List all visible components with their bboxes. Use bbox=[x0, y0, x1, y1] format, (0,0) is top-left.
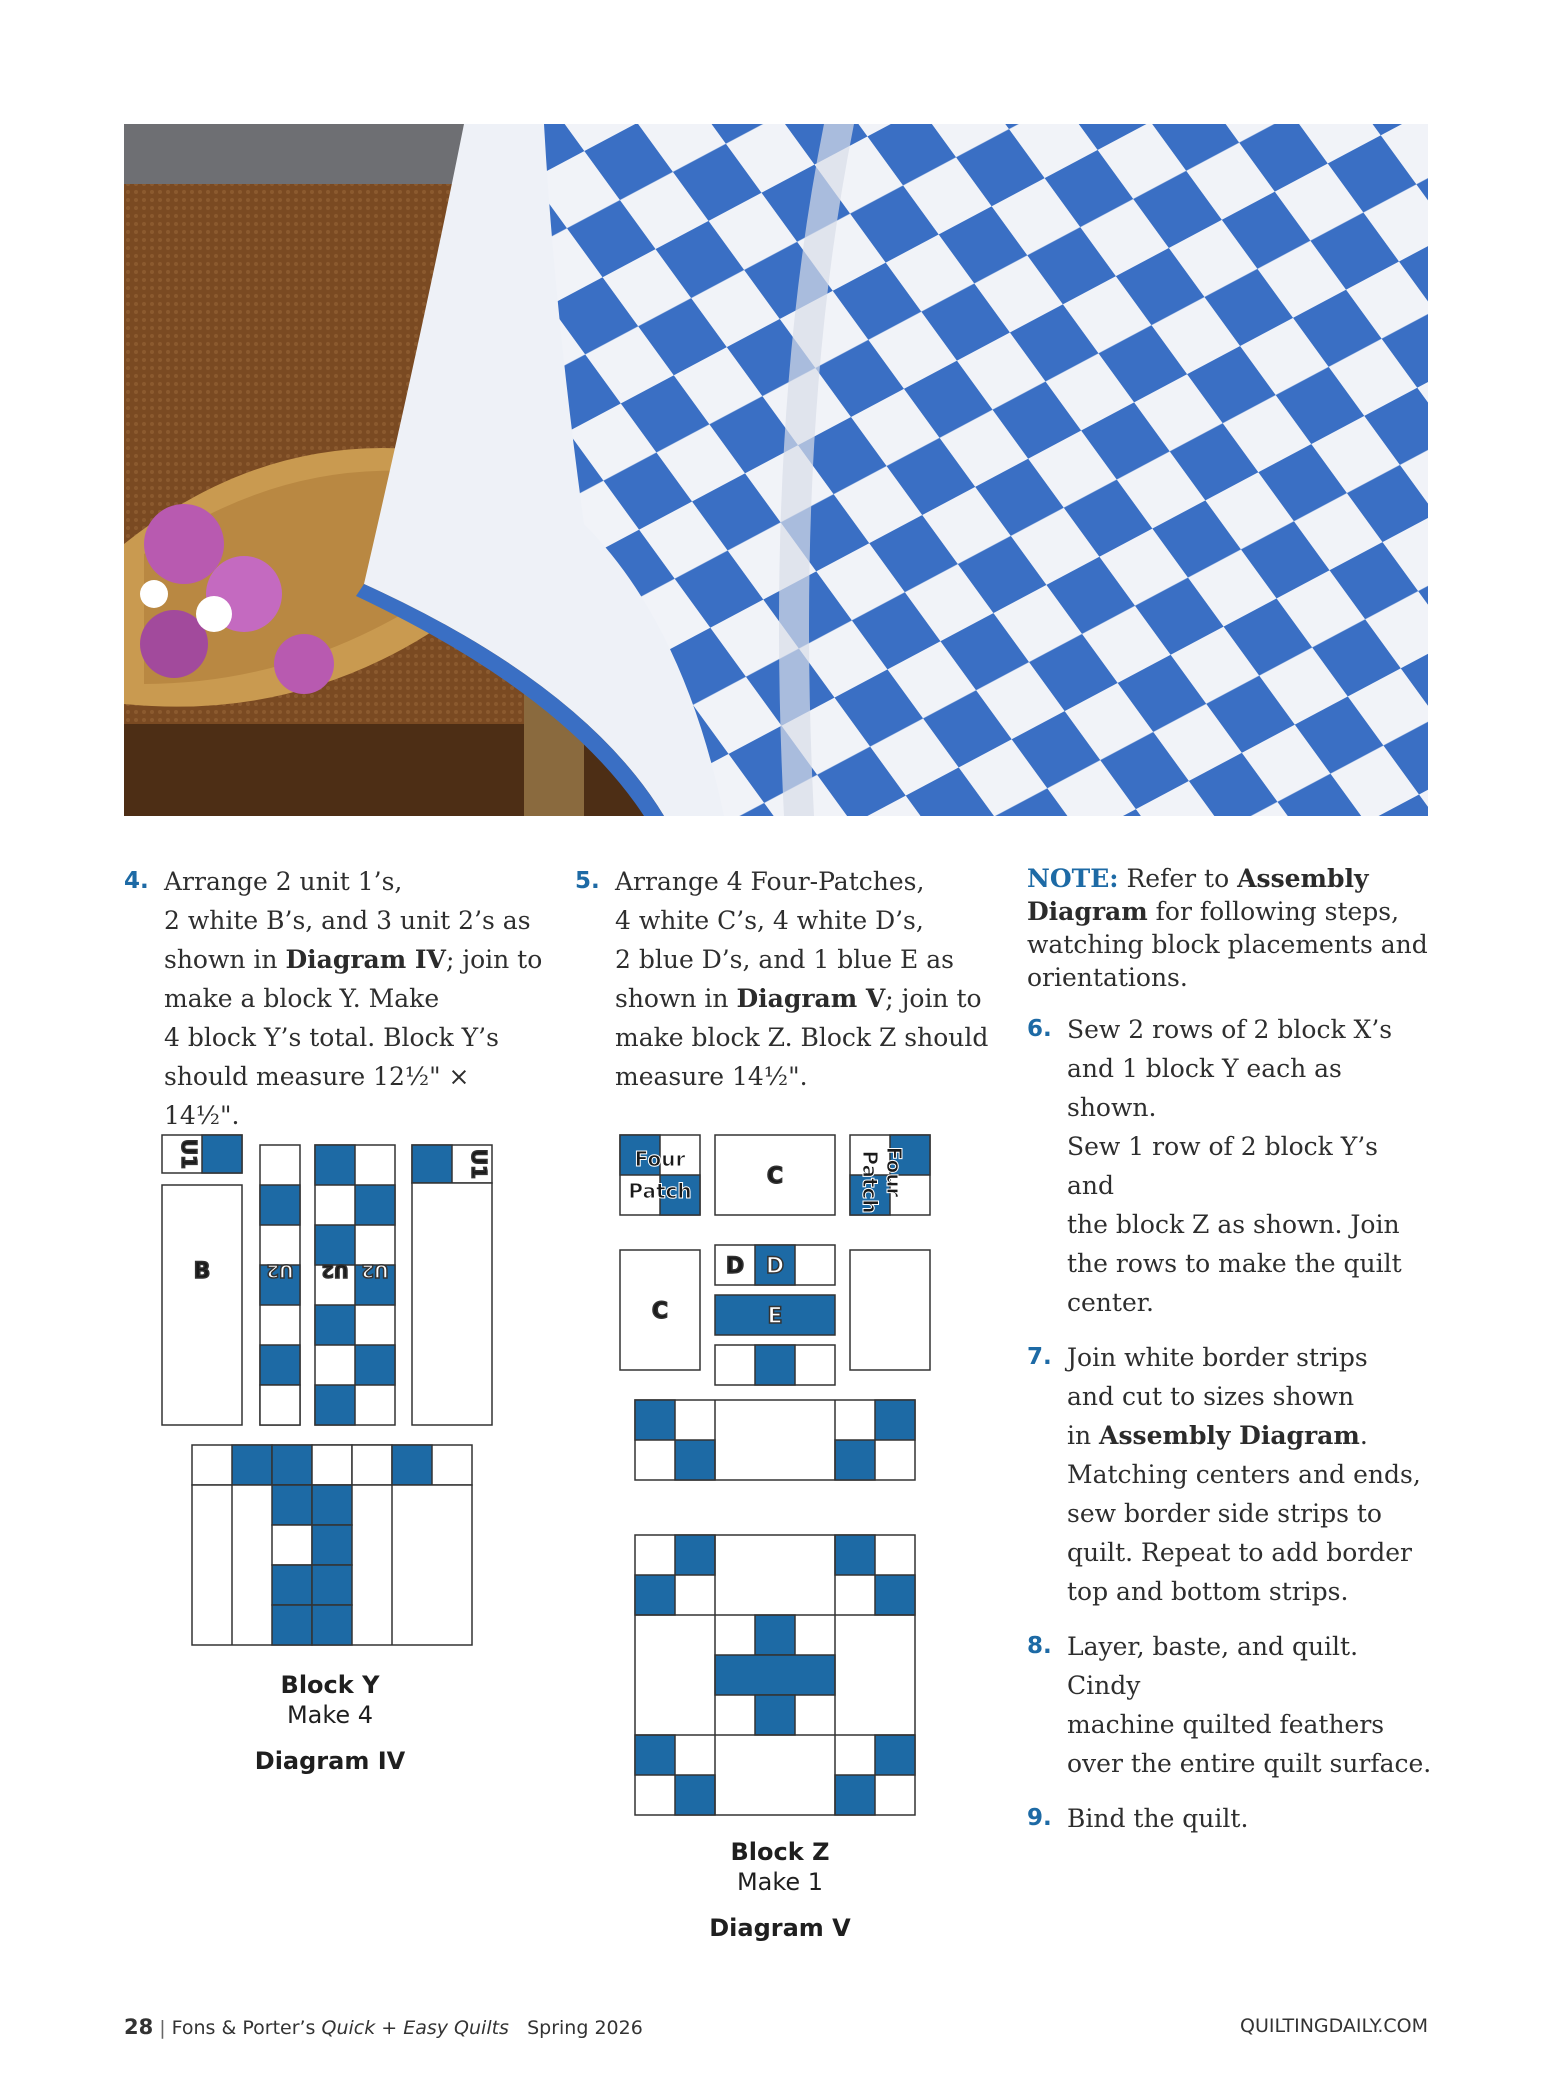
step-text: make a block Y. Make bbox=[164, 984, 440, 1013]
caption-sub: Make 4 bbox=[286, 1701, 374, 1729]
step-text: shown in bbox=[164, 945, 286, 974]
label-u2: U2 bbox=[361, 1260, 389, 1281]
row-strip bbox=[635, 1400, 915, 1480]
block-z-assembled bbox=[635, 1535, 915, 1815]
unit-1-right bbox=[412, 1145, 492, 1183]
note-text: orientations. bbox=[1027, 963, 1188, 992]
publication-title: Quick + Easy Quilts bbox=[321, 2017, 509, 2039]
step-text: the rows to make the quilt bbox=[1067, 1249, 1402, 1278]
step-text: Arrange 2 unit 1’s, bbox=[164, 867, 403, 896]
caption-diagram: Diagram V bbox=[709, 1914, 851, 1942]
caption-title: Block Z bbox=[730, 1838, 830, 1866]
step-text: Sew 1 row of 2 block Y’s and bbox=[1067, 1132, 1378, 1200]
note-label: NOTE: bbox=[1027, 864, 1119, 893]
white-b-right bbox=[412, 1183, 492, 1425]
unit-1-left bbox=[162, 1135, 242, 1173]
step-text: and 1 block Y each as shown. bbox=[1067, 1054, 1342, 1122]
note-text: for following steps, bbox=[1147, 897, 1400, 926]
step-5 bbox=[575, 862, 995, 1096]
note bbox=[1027, 862, 1432, 994]
column-2 bbox=[575, 862, 995, 1112]
column-3 bbox=[1027, 862, 1432, 1854]
step-7 bbox=[1027, 1338, 1432, 1611]
footer-left bbox=[124, 2015, 643, 2039]
step-text: Join white border strips bbox=[1067, 1343, 1368, 1372]
diagram-reference: Assembly Diagram bbox=[1099, 1421, 1360, 1450]
diagram-v bbox=[615, 1130, 945, 1830]
page-number: 28 bbox=[124, 2015, 154, 2039]
step-text: quilt. Repeat to add border bbox=[1067, 1538, 1413, 1567]
step-text: Layer, baste, and quilt. Cindy bbox=[1067, 1632, 1359, 1700]
step-text: top and bottom strips. bbox=[1067, 1577, 1349, 1606]
step-text: measure 14½". bbox=[615, 1062, 808, 1091]
step-text: shown in bbox=[615, 984, 737, 1013]
label-u2: U2 bbox=[266, 1260, 294, 1281]
step-text: the block Z as shown. Join bbox=[1067, 1210, 1400, 1239]
issue-label: Spring 2026 bbox=[527, 2017, 643, 2039]
step-text: 4 block Y’s total. Block Y’s bbox=[164, 1023, 499, 1052]
label-patch: Patch bbox=[858, 1150, 882, 1214]
diagram-reference: Assembly bbox=[1237, 864, 1369, 893]
step-text: ; join to bbox=[885, 984, 982, 1013]
step-text: ; join to bbox=[445, 945, 543, 974]
four-patch-right bbox=[850, 1135, 930, 1215]
label-u2: U2 bbox=[321, 1260, 349, 1281]
label-d: D bbox=[725, 1254, 745, 1279]
step-number: 6. bbox=[1027, 1016, 1052, 1042]
note-text: Refer to bbox=[1118, 864, 1238, 893]
step-number: 7. bbox=[1027, 1344, 1052, 1370]
step-text: Matching centers and ends, bbox=[1067, 1460, 1421, 1489]
diagram-reference: Diagram IV bbox=[285, 945, 446, 974]
block-y-assembled bbox=[192, 1445, 472, 1645]
label-four: Four bbox=[882, 1146, 906, 1198]
step-9 bbox=[1027, 1799, 1432, 1838]
step-text: center. bbox=[1067, 1288, 1154, 1317]
step-6 bbox=[1027, 1010, 1432, 1322]
step-text: Sew 2 rows of 2 block X’s bbox=[1067, 1015, 1393, 1044]
step-text: 2 white B’s, and 3 unit 2’s as bbox=[164, 906, 531, 935]
diagram-reference: Diagram V bbox=[736, 984, 886, 1013]
caption-diagram: Diagram IV bbox=[254, 1747, 406, 1775]
label-d: D bbox=[765, 1254, 785, 1279]
label-e: E bbox=[767, 1304, 783, 1329]
caption-title: Block Y bbox=[280, 1671, 380, 1699]
quilt-photo bbox=[124, 124, 1428, 816]
footer-site[interactable]: QUILTINGDAILY.COM bbox=[1240, 2015, 1428, 2037]
step-number: 9. bbox=[1027, 1805, 1052, 1831]
step-text: machine quilted feathers bbox=[1067, 1710, 1385, 1739]
step-text: should measure 12½" × 14½". bbox=[164, 1062, 470, 1130]
step-number: 8. bbox=[1027, 1633, 1052, 1659]
label-b: B bbox=[193, 1259, 211, 1284]
label-c: C bbox=[766, 1164, 784, 1189]
white-c-top bbox=[715, 1135, 835, 1215]
step-text: 4 white C’s, 4 white D’s, bbox=[615, 906, 924, 935]
diagram-iv bbox=[150, 1130, 510, 1670]
step-text: and cut to sizes shown bbox=[1067, 1382, 1355, 1411]
step-text: in bbox=[1067, 1421, 1100, 1450]
label-c: C bbox=[651, 1299, 669, 1324]
step-8 bbox=[1027, 1627, 1432, 1783]
step-4 bbox=[124, 862, 544, 1135]
step-text: . bbox=[1359, 1421, 1368, 1450]
unit-2-center bbox=[315, 1145, 395, 1425]
step-text: Arrange 4 Four-Patches, bbox=[615, 867, 925, 896]
caption-diagram-iv bbox=[200, 1670, 460, 1776]
caption-diagram-v bbox=[650, 1837, 910, 1943]
label-four: Four bbox=[634, 1147, 686, 1171]
step-text: sew border side strips to bbox=[1067, 1499, 1382, 1528]
step-text: make block Z. Block Z should bbox=[615, 1023, 989, 1052]
unit-2-left bbox=[260, 1145, 300, 1425]
center-unit bbox=[715, 1245, 835, 1385]
label-u1: U1 bbox=[467, 1148, 491, 1180]
column-1 bbox=[124, 862, 544, 1151]
note-text: watching block placements and bbox=[1027, 930, 1428, 959]
white-b-left bbox=[162, 1185, 242, 1425]
caption-sub: Make 1 bbox=[736, 1868, 824, 1896]
step-text: 2 blue D’s, and 1 blue E as bbox=[615, 945, 954, 974]
step-number: 4. bbox=[124, 868, 149, 894]
step-number: 5. bbox=[575, 868, 600, 894]
footer-separator: | bbox=[159, 2017, 166, 2039]
step-text: over the entire quilt surface. bbox=[1067, 1749, 1432, 1778]
step-text: Bind the quilt. bbox=[1067, 1804, 1249, 1833]
diagram-reference: Diagram bbox=[1027, 897, 1148, 926]
label-patch: Patch bbox=[628, 1179, 692, 1203]
four-patch-left bbox=[620, 1135, 700, 1215]
label-u1: U1 bbox=[177, 1138, 201, 1170]
white-c-right bbox=[850, 1250, 930, 1370]
publication-prefix: Fons & Porter’s bbox=[171, 2017, 322, 2039]
white-c-left bbox=[620, 1250, 700, 1370]
